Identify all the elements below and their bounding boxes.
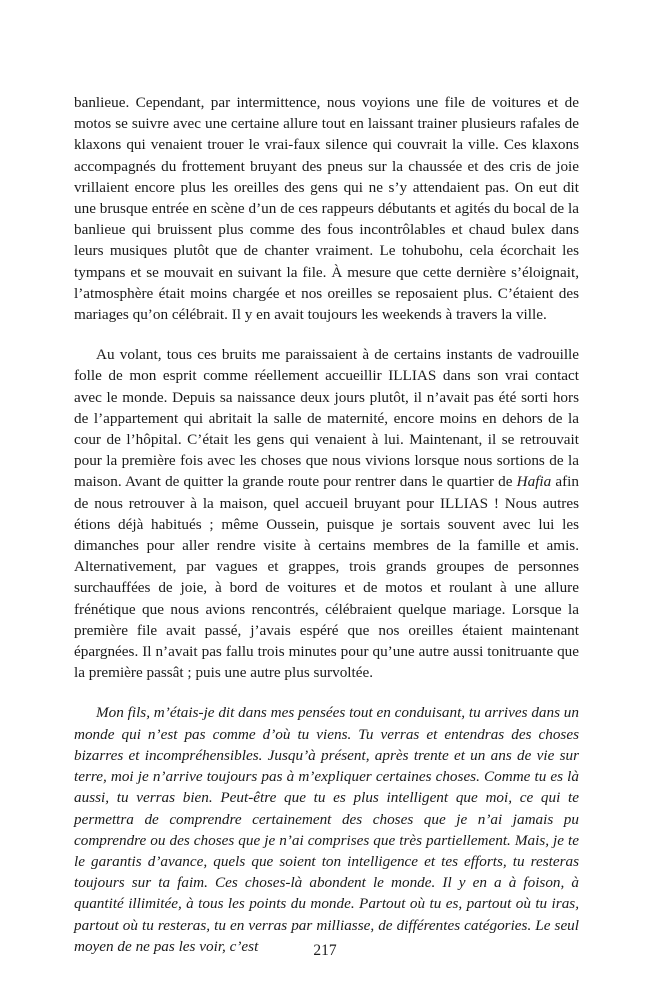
paragraph-2-text-a: Au volant, tous ces bruits me paraissaient à de certains instants de vadrouille folle de mon esprit comme réellement accueillir ILLIAS dans son vrai contact avec le monde. Depuis sa naissance deux jours plutôt, il n’avait pas été sorti hors de l’appartement qui abritait la salle de maternité, encore moins en dehors de la cour de l’hôpital. C’était les gens qui venaient à lui. Maintenant, il se retrouvait pour la première fois avec les choses que nous vivions lorsque nous sortions de la maison. Avant de quitter la grande route pour rentrer dans le quartier de <box>74 346 579 491</box>
paragraph-1 <box>74 92 579 325</box>
place-name-italic: Hafia <box>516 473 552 491</box>
paragraph-2 <box>74 344 579 683</box>
paragraph-1-text: banlieue. Cependant, par intermittence, nous voyions une file de voitures et de motos se suivre avec une certaine allure tout en laissant trainer plusieurs rafales de klaxons qui venaient trouer le vrai-faux silence qui couvrait la ville. Ces klaxons accompagnés du frottement bruyant des pneus sur la chaussée et des cris de joie vrillaient encore plus les oreilles des gens qui ne s’y attendaient pas. On eut dit une brusque entrée en scène d’un de ces rappeurs débutants et agités du bocal de la banlieue qui bruissent plus comme des fous incontrôlables et chaud bulex dans leurs musiques plutôt que de chanter vraiment. Le tohubohu, cela écorchait les tympans et se mouvait en suivant la file. À mesure que cette dernière s’éloignait, l’atmosphère était moins chargée et nos oreilles se reposaient plus. C’étaient des mariages qu’on célébrait. Il y en avait toujours les weekends à travers la ville. <box>74 94 579 324</box>
paragraph-3-text: Mon fils, m’étais-je dit dans mes pensées tout en conduisant, tu arrives dans un monde qui n’est pas comme d’où tu viens. Tu verras et entendras des choses bizarres et incompréhensibles. Jusqu’à présent, après trente et un ans de vie sur terre, moi je n’arrive toujours pas à m’expliquer certaines choses. Comme tu es là aussi, tu verras bien. Peut-être que tu es plus intelligent que moi, ce qui te permettra de comprendre certainement des choses que je n’ai jamais pu comprendre ou des choses que je n’ai comprises que très partiellement. Mais, je te le garantis d’avance, quels que soient ton intelligence et tes efforts, tu resteras toujours sur ta faim. Ces choses-là abondent le monde. Il y en a à foison, à quantité illimitée, à tous les points du monde. Partout où tu es, partout où tu iras, partout où tu resteras, tu en verras par milliasse, de différentes catégories. Le seul moyen de ne pas les voir, c’est <box>74 704 579 955</box>
page-body <box>74 92 579 957</box>
page-number: 217 <box>313 942 337 959</box>
paragraph-3-inner-monologue <box>74 702 579 956</box>
paragraph-2-text-b: afin de nous retrouver à la maison, quel accueil bruyant pour ILLIAS ! Nous autres étions déjà habitués ; même Oussein, puisque je sortais souvent avec lui les dimanches pour aller rendre visite à certains membres de la famille et amis. Alternativement, par vagues et grappes, trois grands groupes de personnes surchauffées de joie, à bord de voitures et de motos et roulant à une allure frénétique que nous avions rencontrés, célébraient quelque mariage. Lorsque la première file avait passé, j’avais espéré que nos oreilles étaient maintenant épargnées. Il n’avait pas fallu trois minutes pour qu’une autre aussi tonitruante que la première passât ; puis une autre plus survoltée. <box>74 473 579 682</box>
